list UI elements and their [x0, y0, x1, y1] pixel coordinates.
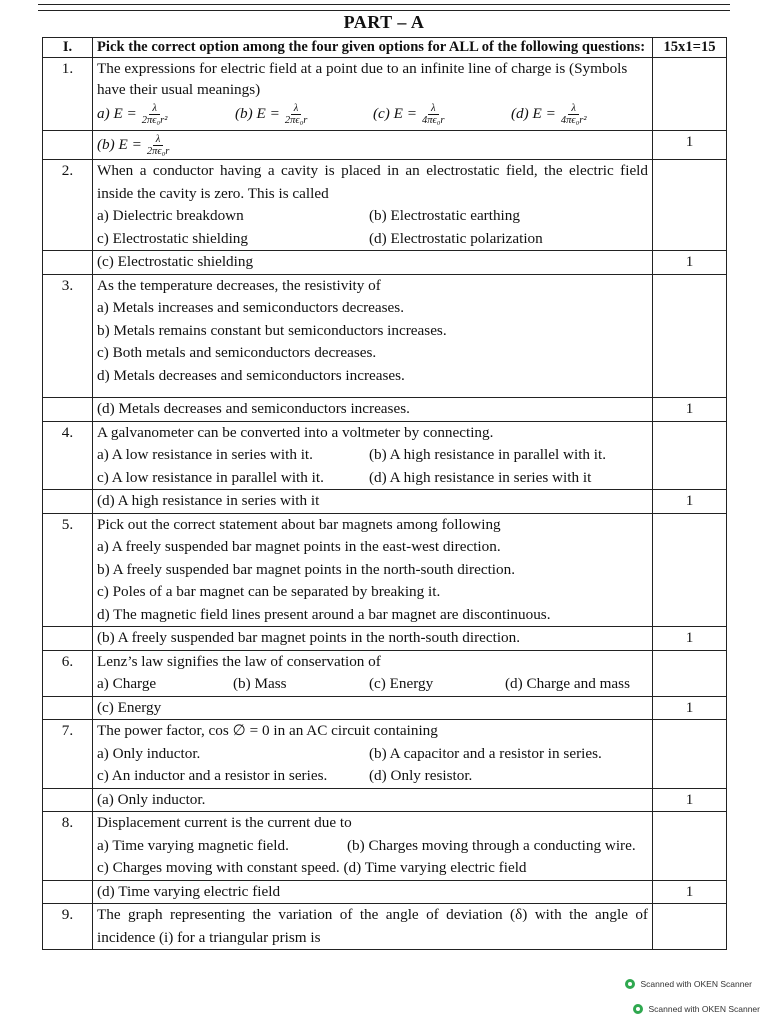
answer-spacer [43, 131, 93, 160]
answer-row [43, 490, 727, 514]
answer-row [43, 880, 727, 904]
option-a: a) Charge [97, 675, 157, 693]
question-row [43, 812, 727, 881]
fraction: $\frac{\lambda}{\text{2πϵ₀r}}$ [146, 134, 170, 158]
answer-mark: 1 [653, 788, 727, 812]
option-row [97, 835, 648, 858]
option-a: a) Only inductor. [97, 744, 201, 762]
question-number: 5. [43, 513, 93, 627]
answer-spacer [43, 398, 93, 422]
question-text: Displacement current is the current due to [97, 814, 352, 832]
option-d: (d) Charge and mass [505, 675, 630, 693]
question-text: The power factor, cos ∅ = 0 in an AC circuit containing [97, 722, 438, 740]
option-a: a) Time varying magnetic field. [97, 836, 289, 854]
marks-cell [653, 421, 727, 490]
answer-mark: 1 [653, 490, 727, 514]
option-a: a) E = $\frac{\lambda}{\text{2πϵ₀r²}}$ [97, 103, 168, 127]
question-number: 4. [43, 421, 93, 490]
scanner-label: Scanned with OKEN Scanner [648, 1004, 760, 1014]
answer-text: (d) A high resistance in series with it [93, 490, 653, 514]
option-c: c) Poles of a bar magnet can be separated by breaking it. [97, 583, 441, 601]
question-number: 2. [43, 160, 93, 251]
option-row [97, 765, 648, 788]
option-a: a) A low resistance in series with it. [97, 446, 313, 464]
scanner-watermark [633, 1004, 760, 1014]
option-a: a) Dielectric breakdown [97, 207, 244, 225]
option-row [97, 743, 648, 766]
option-b: b) A freely suspended bar magnet points in the north-south direction. [97, 560, 515, 578]
answer-mark: 1 [653, 131, 727, 160]
option-a: a) A freely suspended bar magnet points in the east-west direction. [97, 538, 501, 556]
question-number: 6. [43, 650, 93, 696]
answer-spacer [43, 251, 93, 275]
question-number: 1. [43, 58, 93, 131]
option-row [97, 228, 648, 251]
option-a: a) Metals increases and semiconductors decreases. [97, 299, 404, 317]
section-header-row [43, 38, 727, 58]
question-body [93, 650, 653, 696]
question-text: Lenz’s law signifies the law of conservation of [97, 652, 381, 670]
answer-mark: 1 [653, 251, 727, 275]
option-b: (b) Mass [233, 675, 287, 693]
option-d: (d) A high resistance in series with it [369, 468, 592, 486]
question-body [93, 58, 653, 131]
option-b: (b) A capacitor and a resistor in series. [369, 744, 602, 762]
question-row [43, 274, 727, 398]
option-row [97, 467, 648, 490]
question-row [43, 650, 727, 696]
option-b: (b) Electrostatic earthing [369, 207, 520, 225]
option-b: (b) A high resistance in parallel with it. [369, 446, 607, 464]
option-d: d) The magnetic field lines present around a bar magnet are discontinuous. [97, 605, 551, 623]
option-c: (c) E = $\frac{\lambda}{\text{4πϵ₀r}}$ [373, 103, 445, 127]
option-d: d) Metals decreases and semiconductors increases. [97, 366, 405, 384]
scanner-logo-icon [633, 1004, 643, 1014]
question-body [93, 421, 653, 490]
answer-row [43, 627, 727, 651]
answer-spacer [43, 788, 93, 812]
section-marks: 15x1=15 [653, 38, 727, 58]
marks-cell [653, 650, 727, 696]
question-text: As the temperature decreases, the resistivity of [97, 276, 381, 294]
option-c: c) A low resistance in parallel with it. [97, 468, 324, 486]
page-title: PART – A [343, 12, 425, 32]
question-text: When a conductor having a cavity is placed in an electrostatic field, the electric field inside the cavity is zero. This is called [97, 162, 648, 202]
option-row [97, 673, 648, 696]
scanner-logo-icon [625, 979, 635, 989]
question-row [43, 160, 727, 251]
answer-text: (d) Metals decreases and semiconductors increases. [93, 398, 653, 422]
answer-text: (b) A freely suspended bar magnet points in the north-south direction. [93, 627, 653, 651]
question-text: The graph representing the variation of the angle of deviation (δ) with the angle of incidence (i) for a triangular prism is [93, 904, 653, 950]
question-text: The expressions for electric field at a point due to an infinite line of charge is (Symbols have their usual meanings) [97, 60, 628, 98]
answer-text: (d) Time varying electric field [93, 880, 653, 904]
top-rule-double [38, 10, 730, 11]
question-table [42, 37, 727, 950]
question-body [93, 812, 653, 881]
answer-mark: 1 [653, 696, 727, 720]
section-number: I. [43, 38, 93, 58]
option-c: c) Charges moving with constant speed. (d) Time varying electric field [97, 859, 527, 877]
scanner-label: Scanned with OKEN Scanner [640, 979, 752, 989]
question-number: 8. [43, 812, 93, 881]
question-number: 3. [43, 274, 93, 398]
option-c: c) Electrostatic shielding [97, 229, 248, 247]
answer-text: (b) E = $\frac{\lambda}{\text{2πϵ₀r}}$ [93, 131, 653, 160]
option-c: c) An inductor and a resistor in series. [97, 767, 328, 785]
option-b: (b) Charges moving through a conducting wire. [347, 836, 636, 854]
question-row [43, 513, 727, 627]
answer-spacer [43, 627, 93, 651]
option-row [97, 103, 648, 126]
answer-text: (a) Only inductor. [93, 788, 653, 812]
answer-row [43, 398, 727, 422]
answer-mark: 1 [653, 880, 727, 904]
section-instruction: Pick the correct option among the four given options for ALL of the following questions: [93, 38, 653, 58]
question-body [93, 720, 653, 789]
answer-mark: 1 [653, 627, 727, 651]
answer-spacer [43, 696, 93, 720]
fraction: $\frac{\lambda}{\text{2πϵ₀r}}$ [284, 103, 308, 127]
option-d: (d) Electrostatic polarization [369, 229, 543, 247]
question-text: A galvanometer can be converted into a voltmeter by connecting. [97, 423, 494, 441]
scanner-watermark [625, 979, 752, 989]
option-c: (c) Energy [369, 675, 434, 693]
marks-cell [653, 812, 727, 881]
answer-text: (c) Electrostatic shielding [93, 251, 653, 275]
fraction: $\frac{\lambda}{\text{2πϵ₀r²}}$ [141, 103, 168, 127]
answer-row [43, 131, 727, 160]
answer-row [43, 696, 727, 720]
question-row [43, 720, 727, 789]
question-row [43, 904, 727, 950]
marks-cell [653, 904, 727, 950]
answer-text: (c) Energy [93, 696, 653, 720]
marks-cell [653, 720, 727, 789]
option-b: (b) E = $\frac{\lambda}{\text{2πϵ₀r}}$ [235, 103, 308, 127]
marks-cell [653, 58, 727, 131]
question-number: 9. [43, 904, 93, 950]
option-row [97, 205, 648, 228]
option-d: (d) E = $\frac{\lambda}{\text{4πϵ₀r²}}$ [511, 103, 587, 127]
question-number: 7. [43, 720, 93, 789]
question-row [43, 58, 727, 131]
answer-row [43, 251, 727, 275]
answer-mark: 1 [653, 398, 727, 422]
question-body [93, 274, 653, 398]
question-text: Pick out the correct statement about bar magnets among following [97, 515, 501, 533]
option-c: c) Both metals and semiconductors decreases. [97, 344, 377, 362]
question-body [93, 513, 653, 627]
question-row [43, 421, 727, 490]
marks-cell [653, 160, 727, 251]
option-d: (d) Only resistor. [369, 767, 473, 785]
top-rule [38, 4, 730, 5]
marks-cell [653, 274, 727, 398]
answer-spacer [43, 490, 93, 514]
answer-spacer [43, 880, 93, 904]
option-row [97, 444, 648, 467]
option-b: b) Metals remains constant but semiconductors increases. [97, 321, 447, 339]
question-body [93, 160, 653, 251]
fraction: $\frac{\lambda}{\text{4πϵ₀r²}}$ [560, 103, 587, 127]
fraction: $\frac{\lambda}{\text{4πϵ₀r}}$ [421, 103, 445, 127]
marks-cell [653, 513, 727, 627]
answer-row [43, 788, 727, 812]
